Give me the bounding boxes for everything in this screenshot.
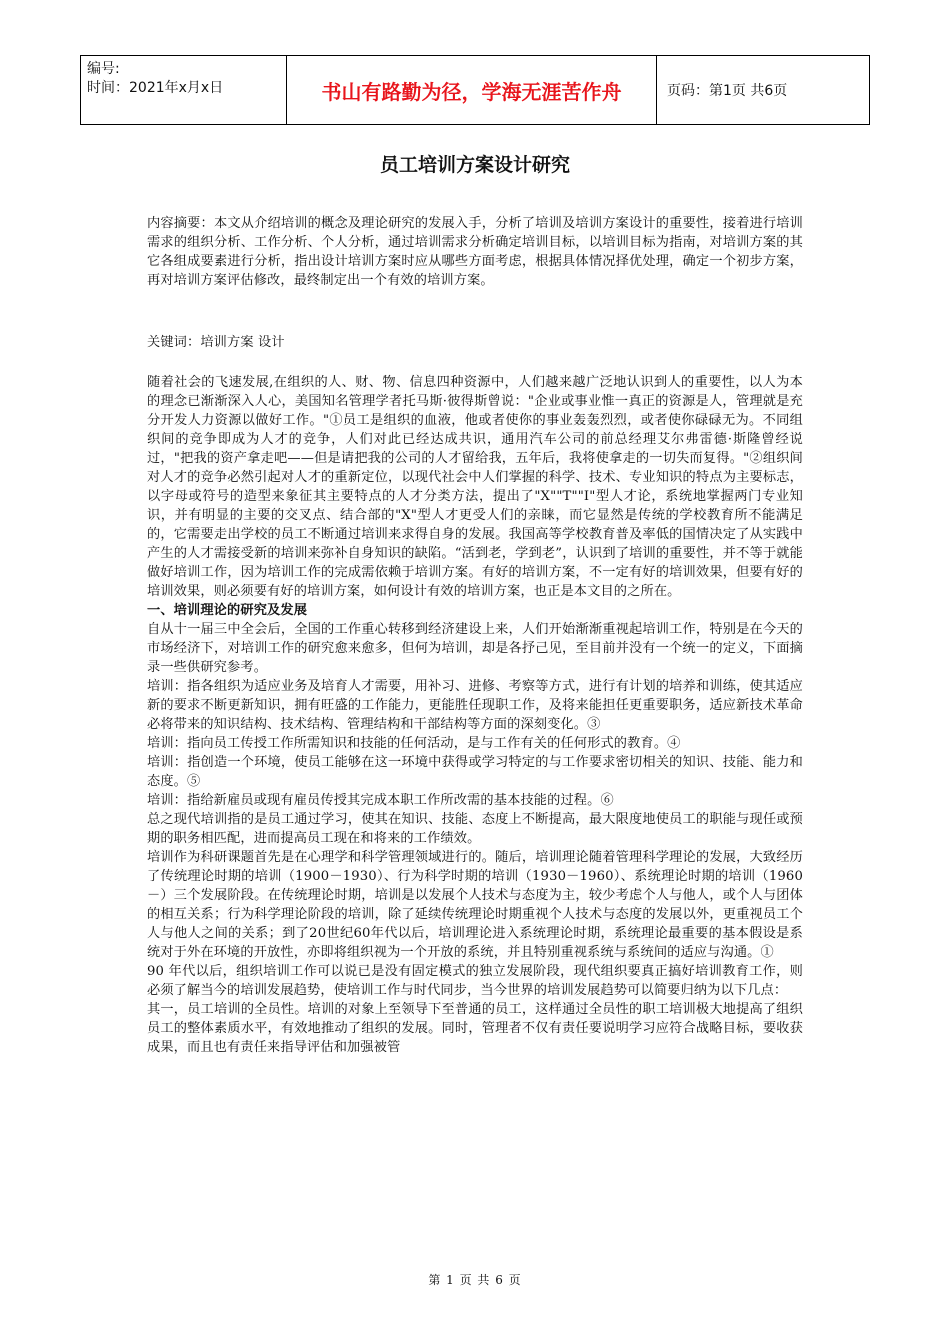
paragraph: 培训：指各组织为适应业务及培育人才需要，用补习、进修、考察等方式，进行有计划的培养和训练，使其适应新的要求不断更新知识，拥有旺盛的工作能力，更能胜任现职工作，及将来能担任更重要职务，适应新技术革命必将带来的知识结构、技术结构、管理结构和干部结构等方面的深刻变化。③	[147, 679, 803, 732]
paragraph: 培训：指给新雇员或现有雇员传授其完成本职工作所改需的基本技能的过程。⑥	[147, 793, 614, 808]
paragraph: 培训：指创造一个环境，使员工能够在这一环境中获得或学习特定的与工作要求密切相关的知识、技能、能力和态度。⑤	[147, 755, 803, 789]
page-info: 页码：第1页 共6页	[667, 83, 788, 99]
document-title: 员工培训方案设计研究	[379, 154, 570, 176]
paragraph: 90 年代以后，组织培训工作可以说已是没有固定模式的独立发展阶段，现代组织要真正搞好培训教育工作，则必须了解当今的培训发展趋势，使培训工作与时代同步，当今世界的培训发展趋势可以简要归纳为以下几点：	[147, 964, 803, 998]
number-label: 编号:	[87, 61, 120, 77]
main-body	[147, 373, 803, 1057]
page-footer: 第 1 页 共 6 页	[428, 1273, 522, 1287]
header-table	[80, 55, 870, 125]
paragraph: 培训：指向员工传授工作所需知识和技能的任何活动，是与工作有关的任何形式的教育。④	[147, 736, 681, 751]
paragraph: 自从十一届三中全会后，全国的工作重心转移到经济建设上来，人们开始渐渐重视起培训工作，特别是在今天的市场经济下，对培训工作的研究愈来愈多，但何为培训，却是各抒己见，至目前并没有一个统一的定义，下面摘录一些供研究参考。	[147, 622, 803, 675]
keywords-text: 关键词：培训方案 设计	[147, 335, 285, 350]
motto: 书山有路勤为径，学海无涯苦作舟	[287, 56, 657, 124]
keywords	[147, 333, 803, 352]
paragraph: 总之现代培训指的是员工通过学习，使其在知识、技能、态度上不断提高，最大限度地使员工的职能与现任或预期的职务相匹配，进而提高员工现在和将来的工作绩效。	[147, 812, 803, 846]
abstract	[147, 214, 803, 290]
intro-paragraph: 随着社会的飞速发展,在组织的人、财、物、信息四种资源中，人们越来越广泛地认识到人的重要性，以人为本的理念已渐渐深入人心，美国知名管理学者托马斯·彼得斯曾说："企业或事业惟一真正的资源是人，管理就是充分开发人力资源以做好工作。"①员工是组织的血液，他或者使你的事业轰轰烈烈，或者使你碌碌无为。不同组织间的竞争即成为人才的竞争，人们对此已经达成共识，通用汽车公司的前总经理艾尔弗雷德·斯隆曾经说过，"把我的资产拿走吧——但是请把我的公司的人才留给我，五年后，我将使拿走的一切失而复得。"②组织间对人才的竞争必然引起对人才的重新定位，以现代社会中人们掌握的科学、技术、专业知识的特点为主要标志，以字母或符号的造型来象征其主要特点的人才分类方法，提出了"X""T""I"型人才论，系统地掌握两门专业知识，并有明显的主要的交叉点、结合部的"X"型人才更受人们的亲睐，而它显然是传统的学校教育所不能满足的，它需要走出学校的员工不断通过培训来求得自身的发展。我国高等学校教育普及率低的国情决定了从实践中产生的人才需接受新的培训来弥补自身知识的缺陷。“活到老，学到老”，认识到了培训的重要性，并不等于就能做好培训工作，因为培训工作的完成需依赖于培训方案。有好的培训方案，不一定有好的培训效果，但要有好的培训效果，则必须要有好的培训方案，如何设计有效的培训方案，也正是本文目的之所在。	[147, 375, 803, 599]
time-label: 时间：2021年x月x日	[87, 80, 224, 96]
section-heading: 一、培训理论的研究及发展	[147, 603, 308, 618]
header-left-cell	[81, 56, 287, 124]
abstract-text: 内容摘要：本文从介绍培训的概念及理论研究的发展入手，分析了培训及培训方案设计的重要性，接着进行培训需求的组织分析、工作分析、个人分析，通过培训需求分析确定培训目标，以培训目标为指南，对培训方案的其它各组成要素进行分析，指出设计培训方案时应从哪些方面考虑，根据具体情况择优处理，确定一个初步方案，再对培训方案评估修改，最终制定出一个有效的培训方案。	[147, 216, 803, 288]
paragraph: 培训作为科研课题首先是在心理学和科学管理领域进行的。随后，培训理论随着管理科学理论的发展，大致经历了传统理论时期的培训（1900－1930）、行为科学时期的培训（1930－1960）、系统理论时期的培训（1960－）三个发展阶段。在传统理论时期，培训是以发展个人技术与态度为主，较少考虑个人与他人，或个人与团体的相互关系；行为科学理论阶段的培训，除了延续传统理论时期重视个人技术与态度的发展以外，更重视员工个人与他人之间的关系；到了20世纪60年代以后，培训理论进入系统理论时期，系统理论最重要的基本假设是系统对于外在环境的开放性，亦即将组织视为一个开放的系统，并且特别重视系统与系统间的适应与沟通。①	[147, 850, 803, 960]
paragraph: 其一，员工培训的全员性。培训的对象上至领导下至普通的员工，这样通过全员性的职工培训极大地提高了组织员工的整体素质水平，有效地推动了组织的发展。同时，管理者不仅有责任要说明学习应符合战略目标，要收获成果，而且也有责任来指导评估和加强被管	[147, 1002, 803, 1055]
